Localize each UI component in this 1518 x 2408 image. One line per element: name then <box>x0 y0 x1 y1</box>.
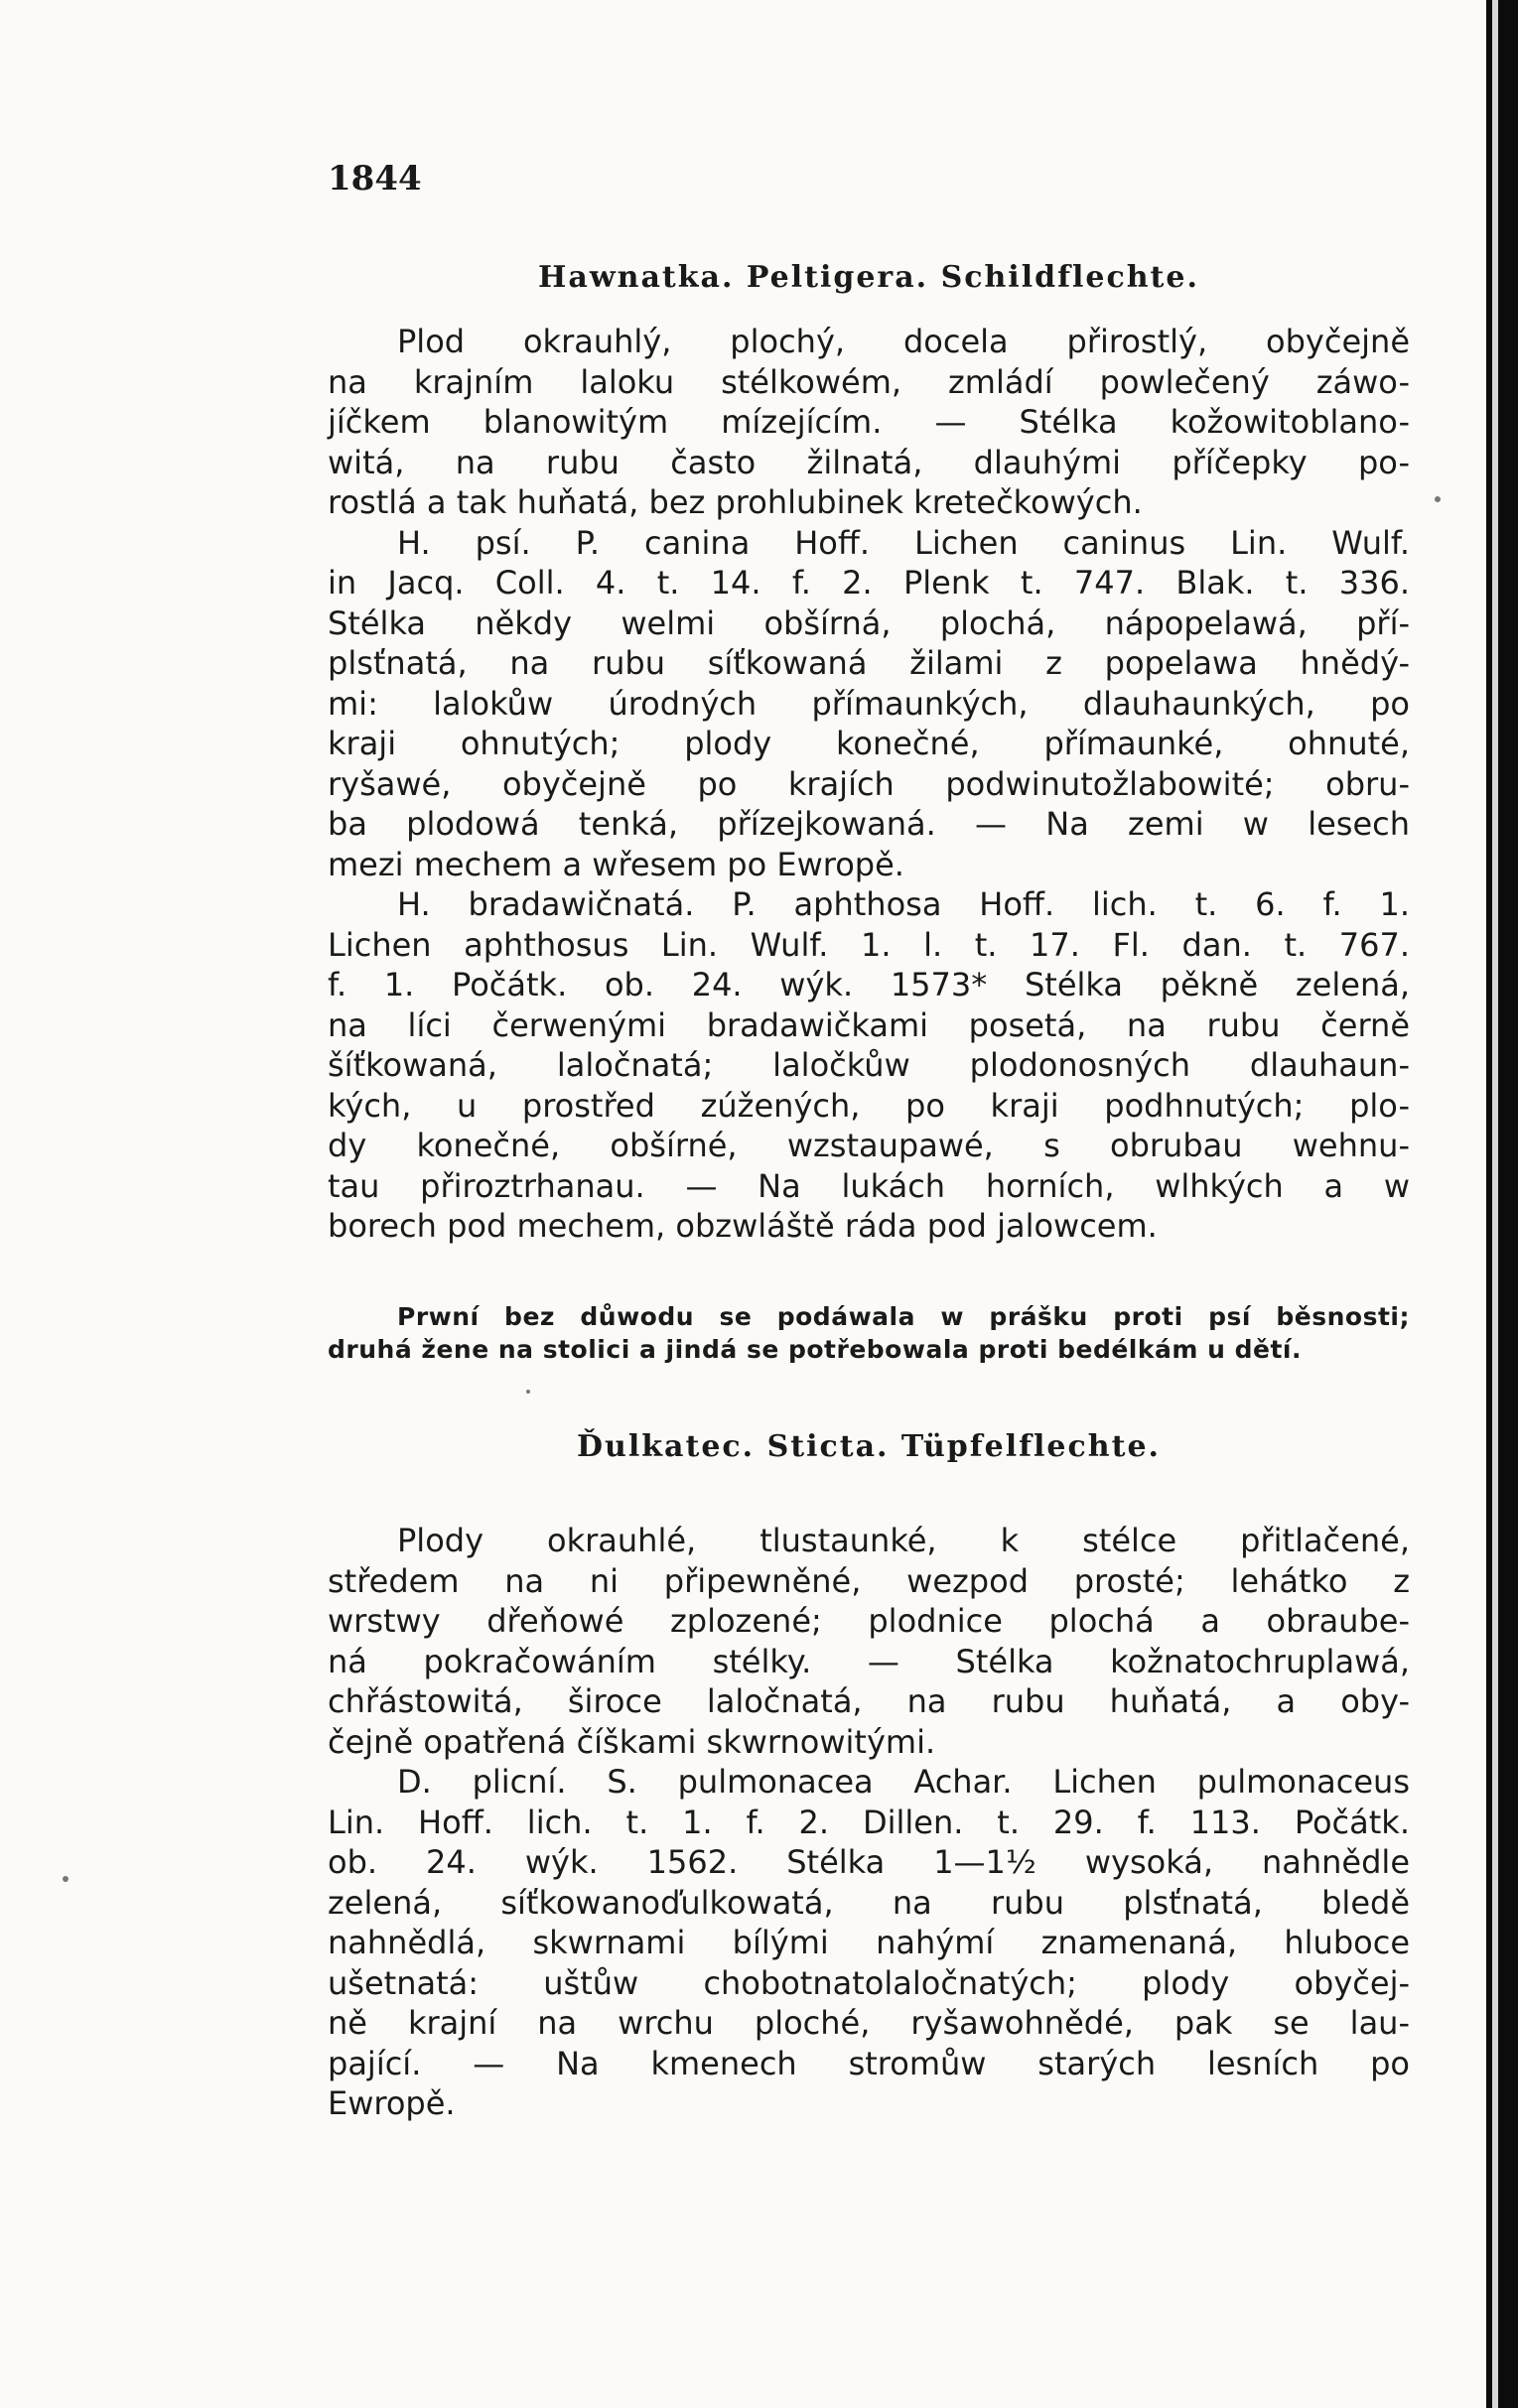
text-line: středem na ni připewněné, wezpod prosté; lehátko z <box>328 1561 1410 1600</box>
text-line: na líci čerwenými bradawičkami posetá, na rubu černě <box>328 1005 1410 1044</box>
text-line: Plod okrauhlý, plochý, docela přirostlý, obyčejně <box>397 323 1410 360</box>
text-line: druhá žene na stolici a jindá se potřebowala proti bedélkám u dětí. <box>328 1335 1302 1364</box>
text-line: ušetnatá: uštůw chobotnatolaločnatých; plody obyčej- <box>328 1963 1410 2002</box>
text-line: čejně opatřená číškami skwrnowitými. <box>328 1722 936 1761</box>
text-line: ná pokračowáním stélky. — Stélka kožnatochruplawá, <box>328 1642 1410 1680</box>
text-line: nahnědlá, skwrnami bílými nahýmí znamenaná, hluboce <box>328 1924 1410 1961</box>
section-body-sticta <box>328 1521 1410 2124</box>
speck <box>1435 496 1441 502</box>
text-line: wrstwy dřeňowé zplozené; plodnice plochá a obraube- <box>328 1602 1410 1640</box>
page-edge-strip <box>1492 0 1498 2408</box>
text-line: Prwní bez důwodu se podáwala w prášku proti psí běsnosti; <box>397 1302 1410 1331</box>
text-line: borech pod mechem, obzwláště ráda pod jalowcem. <box>328 1207 1158 1245</box>
text-line: mezi mechem a wřesem po Ewropě. <box>328 845 904 883</box>
text-line: H. psí. P. canina Hoff. Lichen caninus Lin. Wulf. <box>397 523 1410 562</box>
text-line: Plody okrauhlé, tlustaunké, k stélce přitlačené, <box>397 1522 1410 1559</box>
text-line: kých, u prostřed zúžených, po kraji podhnutých; plo- <box>328 1086 1410 1125</box>
text-line: H. bradawičnatá. P. aphthosa Hoff. lich. t. 6. f. 1. <box>397 885 1410 923</box>
text-line: zelená, síťkowanoďulkowatá, na rubu plsťnatá, bledě <box>328 1883 1410 1922</box>
text-line: tau přiroztrhanau. — Na lukách horních, wlhkých a w <box>328 1166 1410 1205</box>
text-line: Stélka někdy welmi obšírná, plochá, nápopelawá, pří- <box>328 603 1410 642</box>
page-edge-shadow <box>1486 0 1518 2408</box>
speck <box>63 1876 69 1882</box>
text-line: witá, na rubu často žilnatá, dlauhými příčepky po- <box>328 443 1410 481</box>
text-line: D. plicní. S. pulmonacea Achar. Lichen pulmonaceus <box>397 1763 1410 1801</box>
text-line: dy konečné, obšírné, wzstaupawé, s obrubau wehnu- <box>328 1127 1410 1164</box>
text-line: Lichen aphthosus Lin. Wulf. 1. l. t. 17. Fl. dan. t. 767. <box>328 925 1410 964</box>
text-line: Ewropě. <box>328 2084 456 2122</box>
footnote-peltigera <box>328 1300 1410 1366</box>
text-line: kraji ohnutých; plody konečné, přímaunké, ohnuté, <box>328 725 1410 762</box>
text-line: na krajním laloku stélkowém, zmládí powlečený záwo- <box>328 362 1410 401</box>
text-line: f. 1. Počátk. ob. 24. wýk. 1573* Stélka pěkně zelená, <box>328 966 1410 1003</box>
text-line: Lin. Hoff. lich. t. 1. f. 2. Dillen. t. 29. f. 113. Počátk. <box>328 1803 1410 1841</box>
text-line: plsťnatá, na rubu síťkowaná žilami z popelawa hnědý- <box>328 644 1410 682</box>
text-line: šíťkowaná, laločnatá; laločkůw plodonosných dlauhaun- <box>328 1046 1410 1084</box>
text-line: mi: lalokůw úrodných přímaunkých, dlauhaunkých, po <box>328 684 1410 723</box>
text-line: ob. 24. wýk. 1562. Stélka 1—1½ wysoká, nahnědle <box>328 1843 1410 1881</box>
section-heading-sticta: Ďulkatec. Sticta. Tüpfelflechte. <box>577 1429 1161 1464</box>
text-line: in Jacq. Coll. 4. t. 14. f. 2. Plenk t. 747. Blak. t. 336. <box>328 564 1410 602</box>
text-line: chřástowitá, široce laločnatá, na rubu huňatá, a oby- <box>328 1682 1410 1720</box>
speck <box>526 1390 530 1394</box>
page-number: 1844 <box>328 159 422 199</box>
section-heading-peltigera: Hawnatka. Peltigera. Schildflechte. <box>538 260 1199 295</box>
section-body-peltigera <box>328 322 1410 1247</box>
text-line: ryšawé, obyčejně po krajích podwinutožlabowité; obru- <box>328 764 1410 803</box>
text-line: ba plodowá tenká, přízejkowaná. — Na zemi w lesech <box>328 805 1410 843</box>
text-line: pající. — Na kmenech stromůw starých lesních po <box>328 2044 1410 2082</box>
text-line: jíčkem blanowitým mízejícím. — Stélka kožowitoblano- <box>328 403 1410 441</box>
text-line: rostlá a tak huňatá, bez prohlubinek kretečkowých. <box>328 483 1143 521</box>
text-line: ně krajní na wrchu ploché, ryšawohnědé, pak se lau- <box>328 2004 1410 2042</box>
